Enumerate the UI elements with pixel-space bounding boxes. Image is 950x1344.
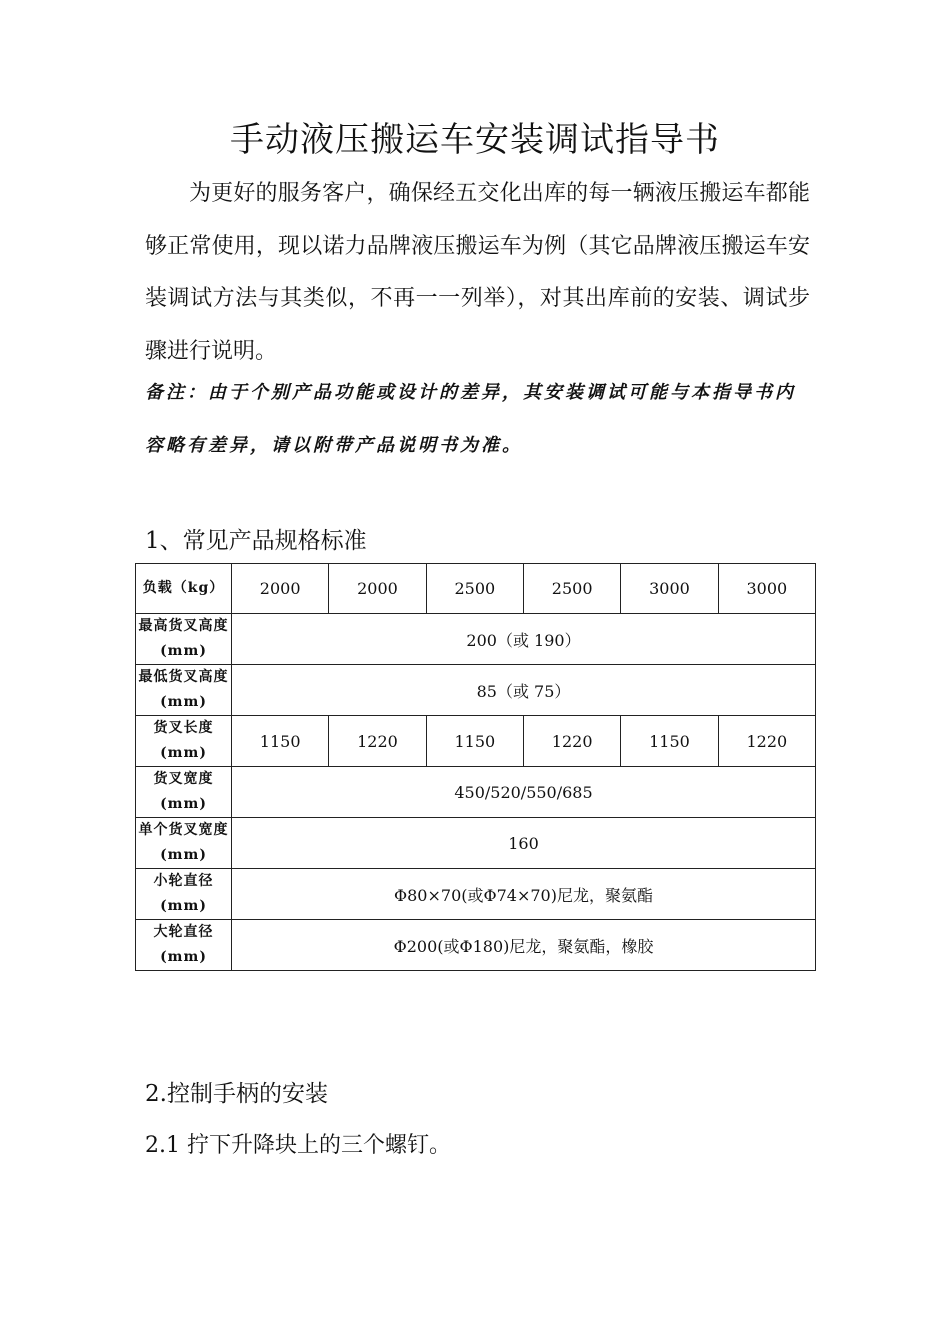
table-row-fork-width	[136, 767, 816, 818]
table-cell: 1220	[329, 716, 426, 767]
intro-paragraph: 为更好的服务客户，确保经五交化出库的每一辆液压搬运车都能够正常使用，现以诺力品牌液压搬运车为例（其它品牌液压搬运车安装调试方法与其类似，不再一一列举），对其出库前的安装、调试步骤进行说明。	[145, 181, 810, 364]
table-cell: 1220	[523, 716, 620, 767]
table-cell: 2000	[329, 564, 426, 614]
note-paragraph: 备注：由于个别产品功能或设计的差异，其安装调试可能与本指导书内容略有差异，请以附带产品说明书为准。	[145, 382, 796, 456]
table-row-load	[136, 564, 816, 614]
row-label: 货叉长度(mm)	[136, 716, 232, 767]
step-2-1: 2.1 拧下升降块上的三个螺钉。	[145, 1133, 451, 1158]
table-row-small-wheel	[136, 869, 816, 920]
row-label: 大轮直径(mm)	[136, 920, 232, 971]
section-2-heading: 2.控制手柄的安装	[145, 1081, 328, 1107]
table-cell: 2500	[523, 564, 620, 614]
table-row-min-fork-height	[136, 665, 816, 716]
row-label: 最低货叉高度(mm)	[136, 665, 232, 716]
table-cell: 2500	[426, 564, 523, 614]
table-row-single-fork-width	[136, 818, 816, 869]
table-cell: 1150	[621, 716, 718, 767]
table-row-large-wheel	[136, 920, 816, 971]
table-cell: 1150	[426, 716, 523, 767]
spec-table	[135, 563, 816, 971]
table-row-max-fork-height	[136, 614, 816, 665]
row-label: 最高货叉高度(mm)	[136, 614, 232, 665]
table-row-fork-length	[136, 716, 816, 767]
table-cell: 1220	[718, 716, 815, 767]
row-label: 小轮直径(mm)	[136, 869, 232, 920]
table-cell: 450/520/550/685	[232, 767, 816, 818]
table-cell: 3000	[621, 564, 718, 614]
row-label: 货叉宽度(mm)	[136, 767, 232, 818]
table-cell: 1150	[232, 716, 329, 767]
table-cell: 3000	[718, 564, 815, 614]
row-label: 单个货叉宽度(mm)	[136, 818, 232, 869]
table-cell: 85（或 75）	[232, 665, 816, 716]
table-cell: Φ80×70(或Φ74×70)尼龙，聚氨酯	[232, 869, 816, 920]
table-cell: Φ200(或Φ180)尼龙，聚氨酯，橡胶	[232, 920, 816, 971]
table-cell: 200（或 190）	[232, 614, 816, 665]
section-1-heading: 1、常见产品规格标准	[145, 528, 367, 554]
table-cell: 2000	[232, 564, 329, 614]
row-label: 负载（kg）	[136, 564, 232, 614]
table-cell: 160	[232, 818, 816, 869]
document-title: 手动液压搬运车安装调试指导书	[230, 120, 720, 160]
